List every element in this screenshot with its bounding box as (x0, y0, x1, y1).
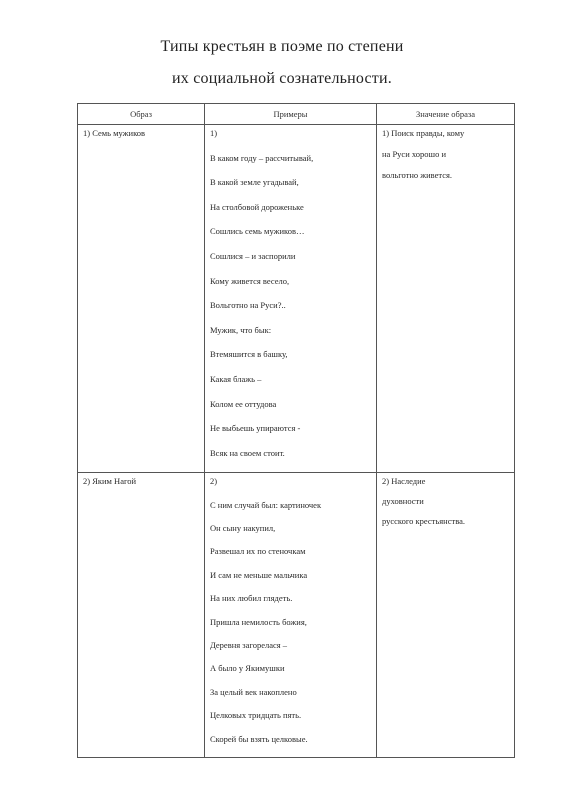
image-cell (78, 473, 205, 758)
example-line: В каком году – рассчитывай, (210, 152, 314, 163)
example-line: Сошлись семь мужиков… (210, 226, 305, 237)
example-line: А было у Якимушки (210, 663, 285, 674)
meaning-line: на Руси хорошо и (382, 149, 447, 159)
table-row (78, 125, 515, 473)
example-line: 1) (210, 128, 218, 138)
example-line: Кому живется весело, (210, 275, 290, 286)
column-header-meaning: Значение образа (377, 104, 515, 125)
example-line: Он сыну накупил, (210, 523, 276, 534)
examples-cell (205, 125, 377, 473)
example-line: Вольготно на Руси?.. (210, 300, 286, 311)
image-label: 1) Семь мужиков (83, 128, 146, 138)
example-line: Всяк на своем стоит. (210, 447, 285, 458)
image-cell (78, 125, 205, 473)
example-line: 2) (210, 476, 218, 487)
example-line: Колом ее оттудова (210, 398, 277, 409)
meaning-cell (377, 473, 515, 758)
example-line: Деревня загорелася – (210, 640, 288, 651)
meaning-line: русского крестьянства. (382, 516, 466, 527)
example-line: Целковых тридцать пять. (210, 710, 302, 721)
meaning-line: духовности (382, 496, 424, 507)
example-line: Скорей бы взять целковые. (210, 733, 308, 744)
meaning-line: 2) Наследие (382, 476, 426, 487)
example-line: Мужик, что бык: (210, 324, 272, 335)
meaning-cell (377, 125, 515, 473)
image-label: 2) Яким Нагой (83, 476, 137, 487)
table-row (78, 473, 515, 758)
column-header-examples: Примеры (205, 104, 377, 125)
meaning-line: вольготно живется. (382, 170, 453, 180)
example-line: В какой земле угадывай, (210, 177, 299, 188)
example-line: С ним случай был: картиночек (210, 499, 322, 510)
example-line: Сошлися – и заспорили (210, 250, 296, 261)
example-line: Втемяшится в башку, (210, 349, 288, 360)
example-line: Какая блажь – (210, 373, 262, 384)
table-header-row (78, 104, 515, 125)
meaning-line: 1) Поиск правды, кому (382, 128, 465, 138)
column-header-image: Образ (78, 104, 205, 125)
document-title-line-2: их социальной сознательности. (172, 70, 392, 87)
examples-cell (205, 473, 377, 758)
example-line: На них любил глядеть. (210, 593, 293, 604)
document-title-line-1: Типы крестьян в поэме по степени (160, 38, 404, 55)
example-line: Развешал их по стеночкам (210, 546, 306, 557)
peasant-types-table (77, 103, 515, 758)
example-line: Пришла немилость божия, (210, 616, 307, 627)
example-line: И сам не меньше мальчика (210, 569, 308, 580)
example-line: Не выбьешь упираются - (210, 423, 301, 434)
example-line: За целый век накоплено (210, 686, 297, 697)
example-line: На столбовой дороженьке (210, 201, 304, 212)
